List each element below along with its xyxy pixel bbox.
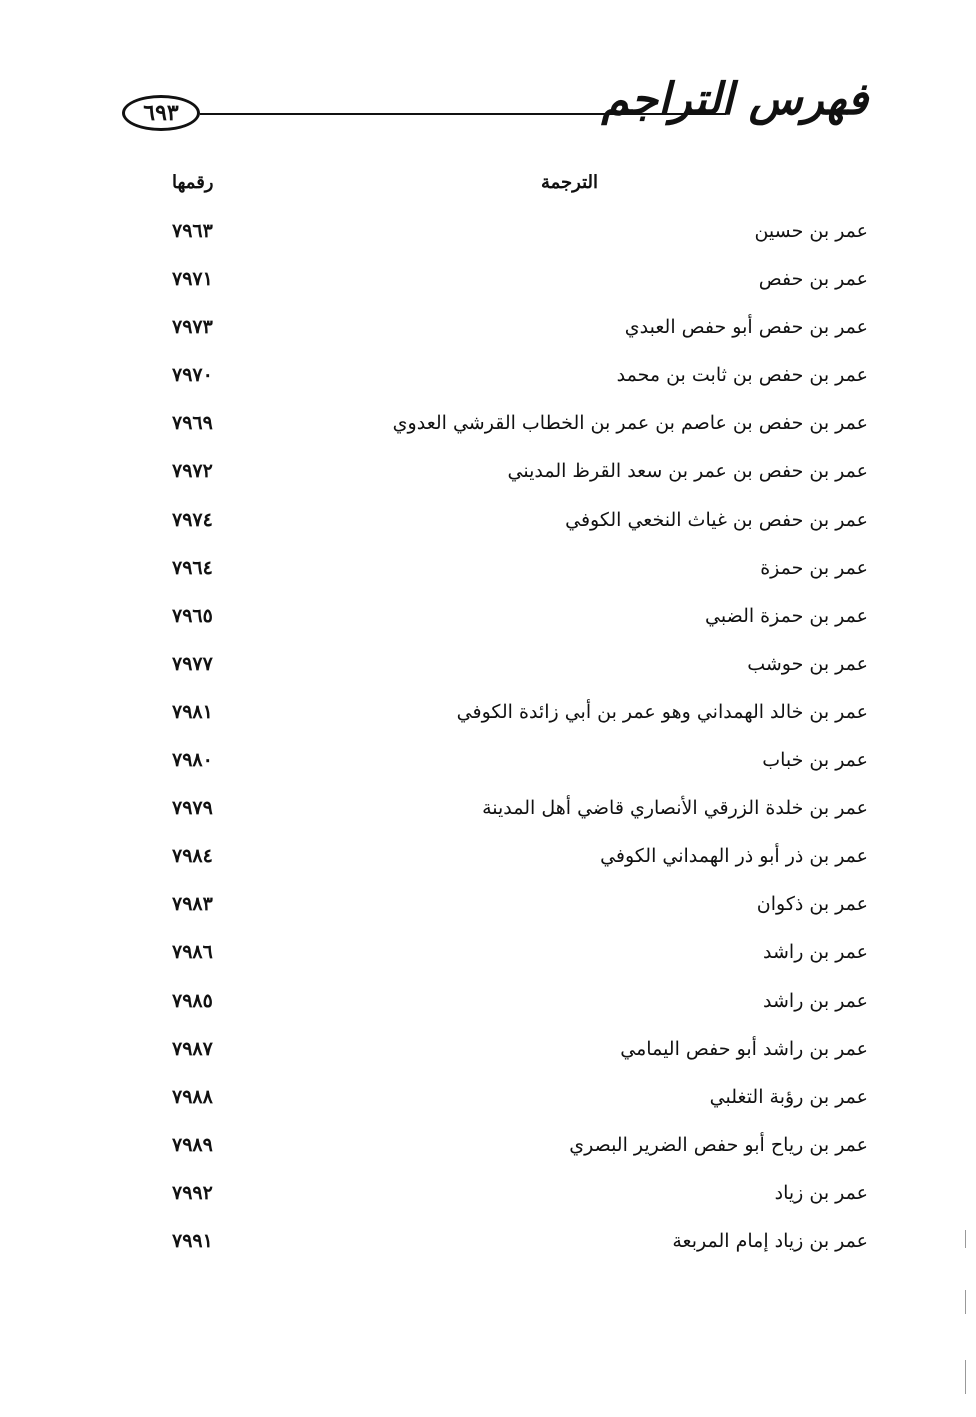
entry-number: ٧٩٩١ bbox=[172, 1229, 213, 1252]
entry-name: عمر بن زياد إمام المربعة bbox=[672, 1229, 868, 1252]
table-row bbox=[0, 402, 976, 450]
entry-number: ٧٩٦٩ bbox=[172, 412, 213, 435]
entry-number: ٧٩٧٣ bbox=[172, 316, 213, 339]
entry-number: ٧٩٨٨ bbox=[172, 1085, 213, 1108]
entry-name: عمر بن حفص أبو حفص العبدي bbox=[624, 316, 868, 339]
table-row bbox=[0, 450, 976, 498]
entry-number: ٧٩٦٥ bbox=[172, 604, 213, 627]
index-table bbox=[0, 210, 976, 1268]
entry-name: عمر بن حفص بن ثابت بن محمد bbox=[616, 364, 868, 387]
entry-number: ٧٩٧١ bbox=[172, 268, 213, 291]
entry-name: عمر بن خلدة الزرقي الأنصاري قاضي أهل المدينة bbox=[482, 797, 868, 820]
section-title: فهرس التراجم bbox=[601, 74, 868, 125]
entry-name: عمر بن حفص بن عمر بن سعد القرظ المديني bbox=[507, 460, 868, 483]
column-header-number: رقمها bbox=[172, 172, 214, 193]
table-row bbox=[0, 835, 976, 883]
header-rule bbox=[200, 113, 726, 115]
entry-name: عمر بن ذكوان bbox=[756, 893, 868, 916]
entry-name: عمر بن راشد bbox=[763, 989, 868, 1012]
table-row bbox=[0, 1220, 976, 1268]
column-header-translation: الترجمة bbox=[540, 172, 598, 193]
table-row bbox=[0, 691, 976, 739]
entry-number: ٧٩٨٥ bbox=[172, 989, 213, 1012]
scan-edge-mark bbox=[965, 1290, 966, 1314]
entry-name: عمر بن حسين bbox=[754, 220, 868, 242]
entry-number: ٧٩٨٦ bbox=[172, 941, 213, 964]
entry-name: عمر بن حوشب bbox=[747, 652, 868, 675]
entry-name: عمر بن حفص بن عاصم بن عمر بن الخطاب القرشي العدوي bbox=[392, 412, 868, 435]
entry-number: ٧٩٨٧ bbox=[172, 1037, 213, 1060]
table-row bbox=[0, 1028, 976, 1076]
table-row bbox=[0, 787, 976, 835]
entry-number: ٧٩٨٩ bbox=[172, 1133, 213, 1156]
entry-number: ٧٩٨١ bbox=[172, 700, 213, 723]
entry-name: عمر بن حفص بن غياث النخعي الكوفي bbox=[565, 508, 868, 531]
entry-name: عمر بن حمزة bbox=[760, 556, 868, 579]
entry-number: ٧٩٧٢ bbox=[172, 460, 213, 483]
entry-name: عمر بن خباب bbox=[762, 749, 868, 772]
entry-name: عمر بن ذر أبو ذر الهمداني الكوفي bbox=[600, 845, 868, 868]
table-row bbox=[0, 883, 976, 931]
entry-number: ٧٩٧٤ bbox=[172, 508, 213, 531]
table-row bbox=[0, 980, 976, 1028]
entry-name: عمر بن راشد bbox=[763, 941, 868, 964]
scan-edge-mark bbox=[965, 1230, 966, 1248]
entry-name: عمر بن راشد أبو حفص اليمامي bbox=[620, 1037, 868, 1060]
entry-number: ٧٩٧٠ bbox=[172, 364, 213, 387]
entry-number: ٧٩٦٣ bbox=[172, 220, 213, 242]
page-number-badge bbox=[122, 95, 200, 131]
entry-name: عمر بن خالد الهمداني وهو عمر بن أبي زائدة الكوفي bbox=[456, 700, 868, 723]
page-number: ٦٩٣ bbox=[143, 100, 179, 126]
table-row bbox=[0, 1076, 976, 1124]
entry-number: ٧٩٨٤ bbox=[172, 845, 213, 868]
table-row bbox=[0, 306, 976, 354]
table-row bbox=[0, 258, 976, 306]
entry-name: عمر بن حمزة الضبي bbox=[705, 604, 868, 627]
table-row bbox=[0, 1172, 976, 1220]
table-row bbox=[0, 210, 976, 258]
entry-number: ٧٩٨٠ bbox=[172, 749, 213, 772]
entry-number: ٧٩٧٩ bbox=[172, 797, 213, 820]
table-row bbox=[0, 595, 976, 643]
table-row bbox=[0, 931, 976, 979]
table-row bbox=[0, 643, 976, 691]
entry-number: ٧٩٦٤ bbox=[172, 556, 213, 579]
entry-number: ٧٩٩٢ bbox=[172, 1181, 213, 1204]
entry-name: عمر بن رؤبة التغلبي bbox=[709, 1085, 868, 1108]
scan-edge-mark bbox=[965, 1360, 966, 1394]
entry-name: عمر بن رياح أبو حفص الضرير البصري bbox=[569, 1133, 868, 1156]
entry-name: عمر بن زياد bbox=[774, 1181, 868, 1204]
entry-number: ٧٩٨٣ bbox=[172, 893, 213, 916]
entry-number: ٧٩٧٧ bbox=[172, 652, 213, 675]
table-row bbox=[0, 739, 976, 787]
table-row bbox=[0, 354, 976, 402]
table-row bbox=[0, 499, 976, 547]
table-row bbox=[0, 1124, 976, 1172]
table-row bbox=[0, 547, 976, 595]
entry-name: عمر بن حفص bbox=[758, 268, 868, 291]
